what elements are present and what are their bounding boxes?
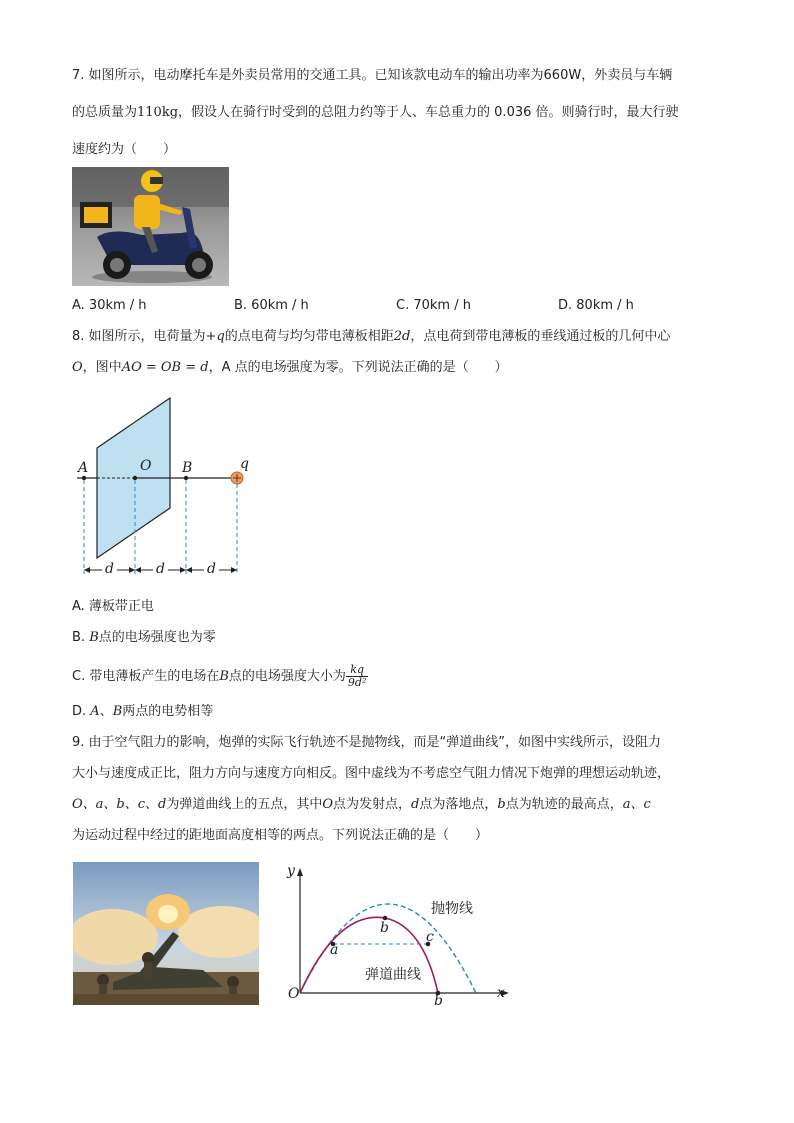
- q7-line-2: 的总质量为110kg，假设人在骑行时受到的总阻力约等于人、车总重力的 0.036 倍。则骑行时，最大行驶: [72, 105, 679, 120]
- q8-option-d: D. A、B两点的电势相等: [72, 704, 214, 719]
- parabola-label: 抛物线: [431, 901, 473, 917]
- q7-option-d: D. 80km / h: [558, 298, 634, 313]
- q9-line-3: O、a、b、c、d为弹道曲线上的五点，其中O点为发射点，d点为落地点，b点为轨迹的最高点，a、c: [72, 797, 651, 812]
- q8-line-1: 8. 如图所示，电荷量为+q的点电荷与均匀带电薄板相距2d，点电荷到带电薄板的垂线通过板的几何中心: [72, 329, 671, 344]
- q7-line-3: 速度约为（ ）: [72, 142, 177, 157]
- point-b-dot: [184, 476, 188, 480]
- scooter-photo: [72, 167, 229, 286]
- q7-option-a: A. 30km / h: [72, 298, 147, 313]
- fraction-kq-9d2: $\frac{kq}{\text{9d²}}$: [347, 663, 367, 689]
- q7-option-c: C. 70km / h: [396, 298, 471, 313]
- label-c: c: [426, 929, 434, 945]
- label-b-top: b: [380, 920, 389, 936]
- x-axis-label: x: [497, 985, 505, 1001]
- label-d-3: d: [207, 561, 216, 577]
- label-a: a: [330, 942, 339, 958]
- charged-plate-figure: [72, 392, 262, 584]
- ballistic-label: 弹道曲线: [365, 967, 421, 983]
- q8-option-b: B. B点的电场强度也为零: [72, 630, 216, 645]
- point-o-dot: [133, 476, 137, 480]
- q9-line-2: 大小与速度成正比，阻力方向与速度方向相反。图中虚线为不考虑空气阻力情况下炮弹的理想运动轨迹，: [72, 766, 671, 781]
- label-d-2: d: [156, 561, 165, 577]
- q7-option-b: B. 60km / h: [234, 298, 309, 313]
- label-a: A: [78, 460, 89, 476]
- label-d-1: d: [105, 561, 114, 577]
- y-axis-label: y: [287, 863, 295, 879]
- q8-option-a: A. 薄板带正电: [72, 599, 154, 614]
- label-b-landing: b: [434, 993, 443, 1009]
- q8-option-c: C. 带电薄板产生的电场在B点的电场强度大小为 $\frac{kq}{\text{9d²}}$: [72, 663, 367, 689]
- q8-line-2: O，图中AO = OB = d，A 点的电场强度为零。下列说法正确的是（ ）: [72, 360, 508, 375]
- q7-line-1: 7. 如图所示，电动摩托车是外卖员常用的交通工具。已知该款电动车的输出功率为660W，外卖员与车辆: [72, 68, 673, 83]
- point-a-dot: [82, 476, 86, 480]
- label-b: B: [182, 460, 193, 476]
- q9-line-1: 9. 由于空气阻力的影响，炮弹的实际飞行轨迹不是抛物线，而是“弹道曲线”，如图中实线所示，设阻力: [72, 735, 662, 750]
- trajectory-graph: [283, 860, 513, 1010]
- q9-line-4: 为运动过程中经过的距地面高度相等的两点。下列说法正确的是（ ）: [72, 828, 489, 843]
- origin-label: O: [288, 986, 300, 1002]
- label-q: q: [240, 456, 249, 472]
- label-o: O: [140, 458, 152, 474]
- artillery-photo: [73, 862, 259, 1005]
